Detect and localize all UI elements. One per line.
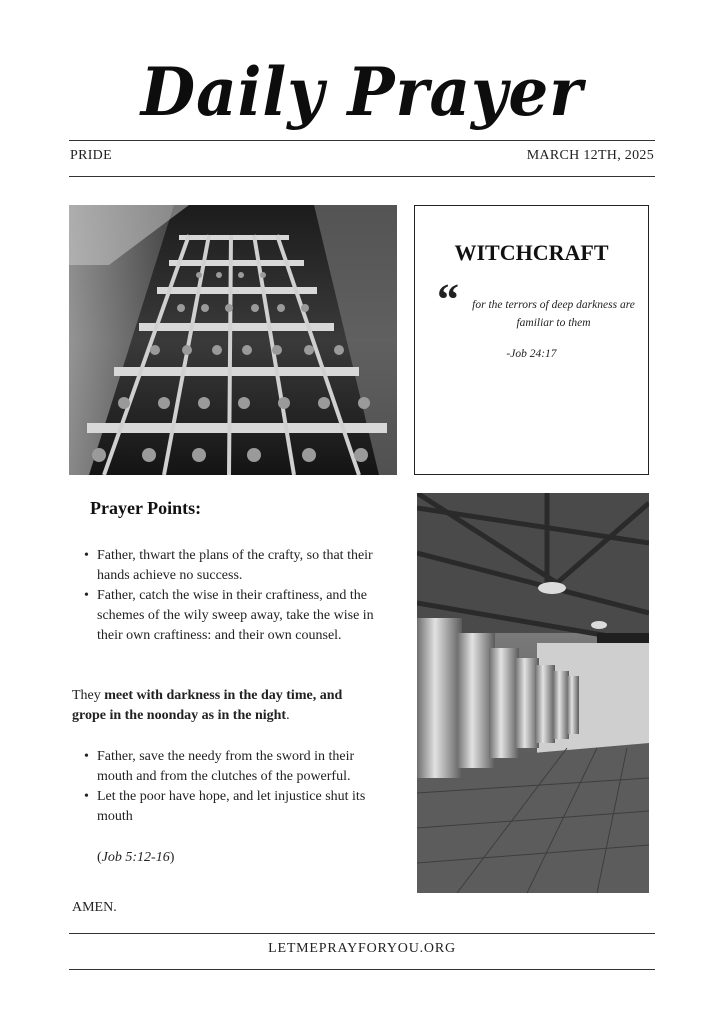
list-item: • Father, save the needy from the sword in their mouth and from the clutches of the powerful. [80,747,380,787]
prayer-points-list-b [80,747,380,827]
emphasis-lead: They [72,688,105,703]
winery-photo [417,493,649,893]
topic-label: PRIDE [70,148,112,163]
closing-amen: AMEN. [72,900,117,915]
quote-title: WITCHCRAFT [454,240,609,265]
header-bottom-rule [69,176,655,177]
footer-website: LETMEPRAYFORYOU.ORG [268,941,456,956]
list-item: • Father, catch the wise in their craftiness, and the schemes of the wily sweep away, take the wise in their own craftiness: and their own counsel. [80,586,380,646]
emphasis-bold: meet with darkness in the day time, and grope in the noonday as in the night [72,688,343,723]
prayer-points-heading: Prayer Points: [90,498,202,518]
scripture-emphasis [72,686,372,726]
footer-top-rule [69,933,655,934]
citation-open: ( [97,850,102,865]
scripture-quote-box [414,205,649,475]
quote-mark-icon: “ [437,275,459,324]
header-top-rule [69,140,655,141]
prayer-points-list-a [80,546,380,646]
wine-rack-photo [69,205,397,475]
emphasis-end: . [286,708,290,723]
citation-close: ) [169,850,175,865]
list-item: • Father, thwart the plans of the crafty, so that their hands achieve no success. [80,546,380,586]
date-label: MARCH 12TH, 2025 [526,148,654,163]
quote-reference: -Job 24:17 [506,348,557,360]
footer-bottom-rule [69,969,655,970]
list-item: • Let the poor have hope, and let injustice shut its mouth [80,787,380,827]
page-title: Daily Prayer [140,53,584,131]
citation-ref: Job 5:12-16 [101,850,170,865]
quote-text: for the terrors of deep darkness are familiar to them [472,299,635,329]
scripture-citation [97,848,174,868]
